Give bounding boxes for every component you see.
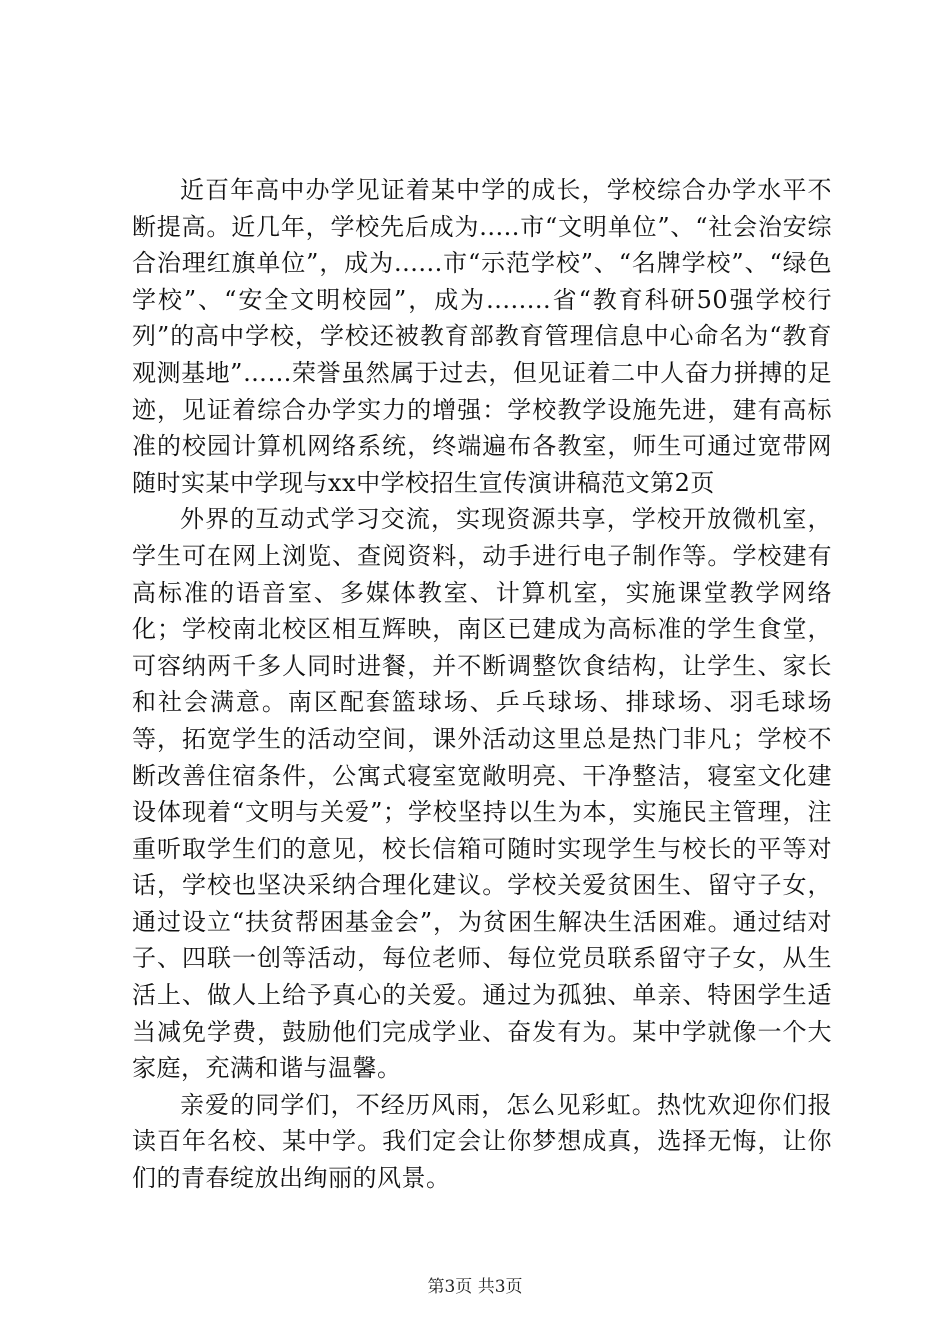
page-footer: 第3页 共3页 (427, 1277, 523, 1297)
paragraph-2: 外界的互动式学习交流，实现资源共享，学校开放微机室，学生可在网上浏览、查阅资料，动手进行电子制作等。学校建有高标准的语音室、多媒体教室、计算机室，实施课堂教学网络化；学校南北校区相互辉映，南区已建成为高标准的学生食堂，可容纳两千多人同时进餐，并不断调整饮食结构，让学生、家长和社会满意。南区配套篮球场、乒乓球场、排球场、羽毛球场等，拓宽学生的活动空间，课外活动这里总是热门非凡；学校不断改善住宿条件，公寓式寝室宽敞明亮、干净整洁，寝室文化建设体现着“文明与关爱”；学校坚持以生为本，实施民主管理，注重听取学生们的意见，校长信箱可随时实现学生与校长的平等对话，学校也坚决采纳合理化建议。学校关爱贫困生、留守子女，通过设立“扶贫帮困基金会”，为贫困生解决生活困难。通过结对子、四联一创等活动，每位老师、每位党员联系留守子女，从生活上、做人上给予真心的关爱。通过为孤独、单亲、特困学生适当减免学费，鼓励他们完成学业、奋发有为。某中学就像一个大家庭，充满和谐与温馨。 (132, 505, 832, 1083)
document-body (132, 172, 832, 1197)
paragraph-1: 近百年高中办学见证着某中学的成长，学校综合办学水平不断提高。近几年，学校先后成为.....市“文明单位”、“社会治安综合治理红旗单位”，成为......市“示范学校”、“名牌学校”、“绿色学校”、“安全文明校园”，成为........省“教育科研50强学校行列”的高中学校，学校还被教育部教育管理信息中心命名为“教育观测基地”……荣誉虽然属于过去，但见证着二中人奋力拼搏的足迹，见证着综合办学实力的增强：学校教学设施先进，建有高标准的校园计算机网络系统，终端遍布各教室，师生可通过宽带网随时实某中学现与xx中学校招生宣传演讲稿范文第2页 (132, 176, 832, 497)
paragraph-3: 亲爱的同学们，不经历风雨，怎么见彩虹。热忱欢迎你们报读百年名校、某中学。我们定会让你梦想成真，选择无悔，让你们的青春绽放出绚丽的风景。 (132, 1090, 832, 1193)
